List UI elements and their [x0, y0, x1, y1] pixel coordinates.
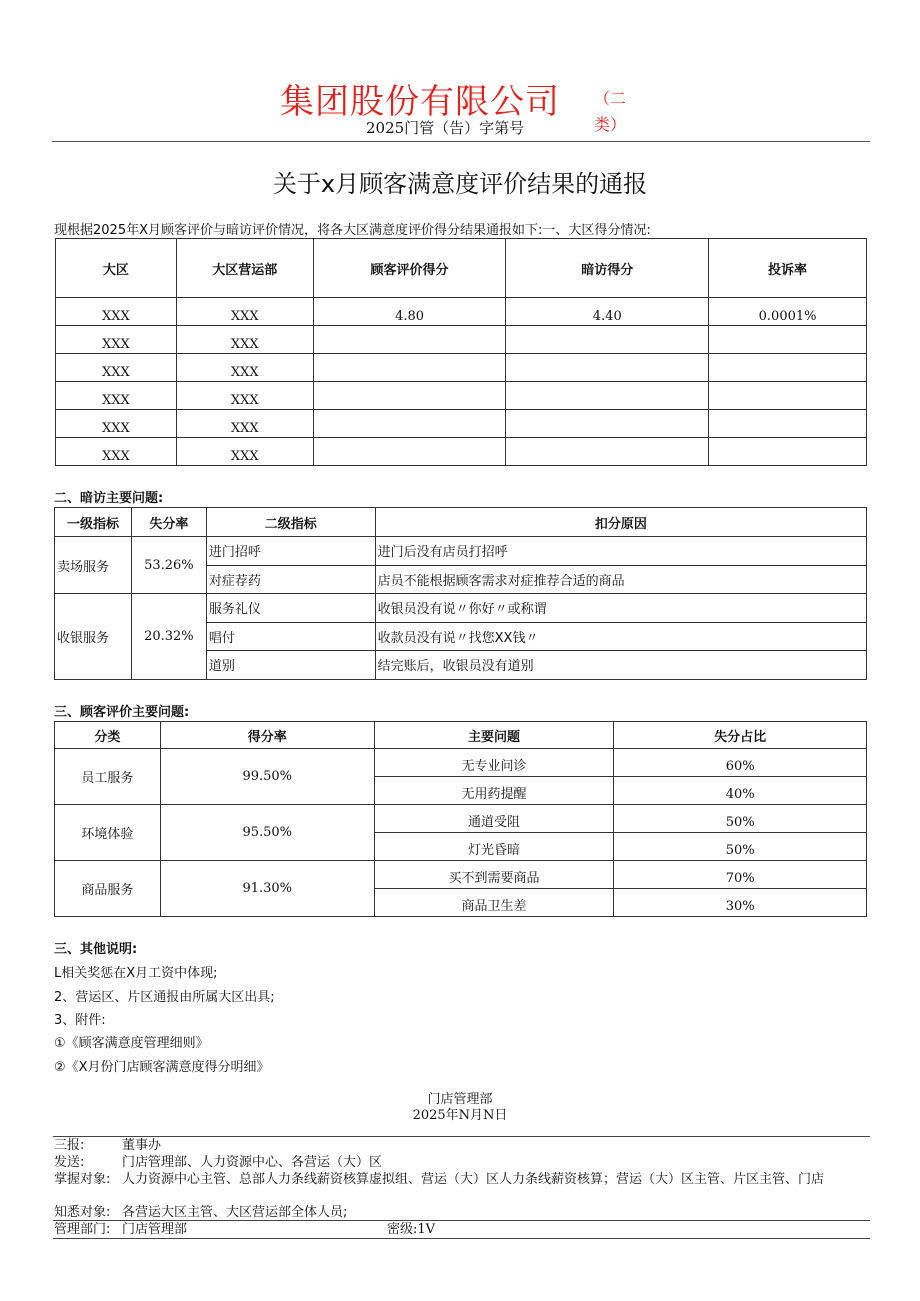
cell-share: 50%: [614, 833, 867, 861]
cell-region: XXX: [56, 382, 177, 410]
cell-reason: 店员不能根据顾客需求对症推荐合适的商品: [375, 565, 866, 594]
footer-aware: [54, 1205, 348, 1221]
category-line-1: （二: [593, 89, 626, 108]
cell-complaint-rate: 0.0001%: [709, 298, 867, 326]
header-customer-score: 顾客评价得分: [313, 239, 506, 298]
cell-customer-score: [313, 354, 506, 382]
cell-region: XXX: [56, 410, 177, 438]
cell-level2: 服务礼仪: [206, 594, 375, 623]
cell-share: 40%: [614, 777, 867, 805]
cell-region-ops: XXX: [176, 326, 313, 354]
header-level2: 二级指标: [206, 508, 375, 537]
header-loss-share: 失分占比: [614, 722, 867, 749]
cell-region-ops: XXX: [176, 382, 313, 410]
document-category: [588, 86, 632, 138]
aware-label: 知悉对象:: [54, 1205, 111, 1220]
cell-problem: 灯光昏暗: [374, 833, 614, 861]
header-loss-rate: 失分率: [131, 508, 206, 537]
section4-title: 三、其他说明:: [54, 942, 138, 957]
header-deduct-reason: 扣分原因: [375, 508, 866, 537]
cell-share: 70%: [614, 861, 867, 889]
cell-mystery-score: [506, 326, 709, 354]
table-row: [56, 298, 867, 326]
footer-master: [54, 1172, 825, 1188]
cell-problem: 无用药提醒: [374, 777, 614, 805]
category-line-2: 类）: [593, 115, 626, 134]
header-region-ops: 大区营运部: [176, 239, 313, 298]
cell-problem: 买不到需要商品: [374, 861, 614, 889]
note-line: L相关奖惩在X月工资中体现;: [54, 966, 218, 981]
cell-reason: 收款员没有说〃找您XX钱〃: [375, 622, 866, 651]
table-row: [55, 594, 867, 623]
cell-mystery-score: [506, 382, 709, 410]
send-value: 门店管理部、人力资源中心、各营运（大）区: [122, 1155, 383, 1170]
header-main-problem: 主要问题: [374, 722, 614, 749]
cell-mystery-score: 4.40: [506, 298, 709, 326]
cell-region: XXX: [56, 326, 177, 354]
table-row: [56, 410, 867, 438]
cell-level2: 唱付: [206, 622, 375, 651]
master-value: 人力资源中心主管、总部人力条线薪资核算虚拟组、营运（大）区人力条线薪资核算；营运（大）区主管、片区主管、门店: [122, 1172, 825, 1187]
cell-region: XXX: [56, 354, 177, 382]
cell-share: 50%: [614, 805, 867, 833]
header-divider: [52, 141, 870, 142]
cell-category: 环境体验: [55, 805, 161, 861]
intro-paragraph: 现根据2025年X月顾客评价与暗访评价情况，将各大区满意度评价得分结果通报如下:一、大区得分情况:: [54, 223, 651, 238]
table-row: [56, 438, 867, 466]
cell-problem: 通道受阻: [374, 805, 614, 833]
cell-customer-score: [313, 410, 506, 438]
cell-reason: 进门后没有店员打招呼: [375, 537, 866, 566]
cell-category: 员工服务: [55, 749, 161, 805]
cell-complaint-rate: [709, 382, 867, 410]
note-line: 2、营运区、片区通报由所属大区出具;: [54, 990, 275, 1005]
report-label: 三报:: [54, 1138, 85, 1153]
cell-customer-score: 4.80: [313, 298, 506, 326]
header-score-rate: 得分率: [160, 722, 374, 749]
cell-region-ops: XXX: [176, 354, 313, 382]
cell-level2: 进门招呼: [206, 537, 375, 566]
cell-reason: 收银员没有说〃你好〃或称谓: [375, 594, 866, 623]
document-number: 2025门管（告）字第号: [366, 119, 525, 137]
header-mystery-score: 暗访得分: [506, 239, 709, 298]
cell-complaint-rate: [709, 410, 867, 438]
cell-region-ops: XXX: [176, 298, 313, 326]
cell-score-rate: 95.50%: [160, 805, 374, 861]
header-category: 分类: [55, 722, 161, 749]
cell-level1: 卖场服务: [55, 537, 132, 594]
cell-region: XXX: [56, 438, 177, 466]
cell-complaint-rate: [709, 438, 867, 466]
cell-complaint-rate: [709, 354, 867, 382]
cell-complaint-rate: [709, 326, 867, 354]
note-line: 3、附件:: [54, 1013, 106, 1028]
cell-mystery-score: [506, 410, 709, 438]
cell-share: 60%: [614, 749, 867, 777]
send-label: 发送:: [54, 1155, 85, 1170]
dept-label: 管理部门:: [54, 1222, 111, 1237]
cell-score-rate: 99.50%: [160, 749, 374, 805]
dept-value: 门店管理部: [122, 1222, 188, 1237]
cell-level2: 道别: [206, 651, 375, 680]
cell-score-rate: 91.30%: [160, 861, 374, 917]
cell-problem: 无专业问诊: [374, 749, 614, 777]
table-header-row: [56, 239, 867, 298]
aware-value: 各营运大区主管、大区营运部全体人员;: [122, 1205, 348, 1220]
section2-title: 二、暗访主要问题:: [54, 491, 164, 506]
header-level1: 一级指标: [55, 508, 132, 537]
cell-region: XXX: [56, 298, 177, 326]
cell-customer-score: [313, 326, 506, 354]
footer-divider-mid: [53, 1220, 870, 1221]
cell-mystery-score: [506, 354, 709, 382]
table-row: [55, 537, 867, 566]
footer-dept: [54, 1222, 188, 1238]
table-row: [56, 354, 867, 382]
footer-send: [54, 1155, 383, 1171]
header-region: 大区: [56, 239, 177, 298]
secret-level: 密级:1V: [387, 1222, 436, 1237]
table-row: [55, 861, 867, 889]
cell-category: 商品服务: [55, 861, 161, 917]
cell-region-ops: XXX: [176, 410, 313, 438]
header-complaint-rate: 投诉率: [709, 239, 867, 298]
cell-loss-rate: 20.32%: [131, 594, 206, 680]
attachment-link[interactable]: ①《顾客满意度管理细则》: [54, 1036, 209, 1051]
customer-issues-table: [54, 721, 867, 917]
cell-customer-score: [313, 438, 506, 466]
signature-department: 门店管理部: [427, 1092, 493, 1107]
cell-customer-score: [313, 382, 506, 410]
attachment-link[interactable]: ②《X月份门店顾客满意度得分明细》: [54, 1060, 270, 1075]
table-row: [55, 749, 867, 777]
table-row: [56, 326, 867, 354]
cell-mystery-score: [506, 438, 709, 466]
table-row: [56, 382, 867, 410]
signature-date: 2025年N月N日: [412, 1108, 508, 1123]
table-row: [55, 805, 867, 833]
footer-divider-top: [53, 1136, 870, 1137]
cell-region-ops: XXX: [176, 438, 313, 466]
mystery-issues-table: [54, 507, 867, 680]
table-header-row: [55, 508, 867, 537]
document-title: 关于x月顾客满意度评价结果的通报: [272, 170, 648, 198]
cell-problem: 商品卫生差: [374, 889, 614, 917]
master-label: 掌握对象:: [54, 1172, 111, 1187]
cell-reason: 结完账后，收银员没有道别: [375, 651, 866, 680]
cell-level1: 收银服务: [55, 594, 132, 680]
cell-loss-rate: 53.26%: [131, 537, 206, 594]
region-score-table: [55, 238, 867, 466]
cell-level2: 对症荐药: [206, 565, 375, 594]
company-name: 集团股份有限公司: [280, 82, 560, 122]
table-header-row: [55, 722, 867, 749]
cell-share: 30%: [614, 889, 867, 917]
report-value: 董事办: [122, 1138, 162, 1153]
footer-report: [54, 1138, 162, 1154]
footer-divider-bottom: [53, 1238, 870, 1239]
section3-title: 三、顾客评价主要问题:: [54, 705, 190, 720]
